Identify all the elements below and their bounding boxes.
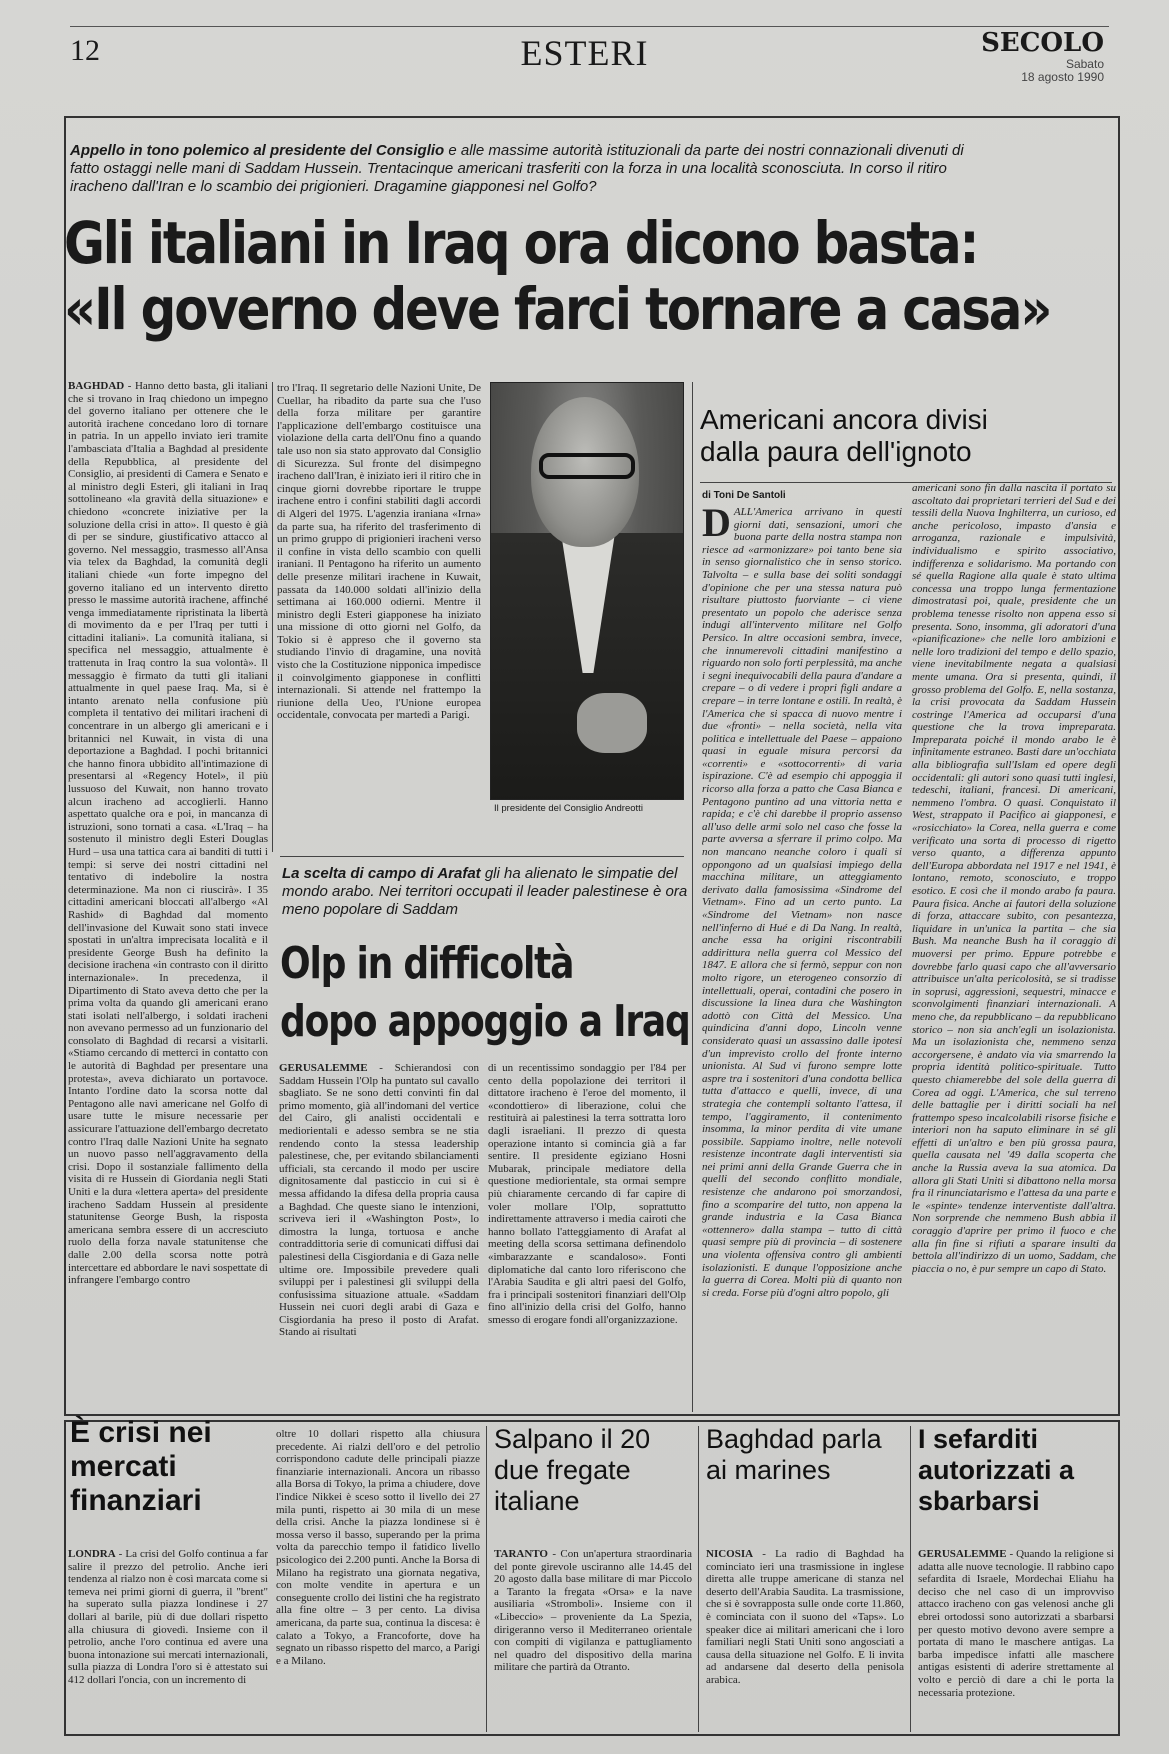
lead-column-1 <box>68 380 268 1410</box>
section-rule <box>280 856 684 857</box>
andreotti-photo <box>490 382 684 800</box>
olp-column-2 <box>488 1062 686 1412</box>
lead-kicker <box>70 142 990 196</box>
olp-kicker-rest: gli ha alienato le simpatie del mondo arabo. Nei territori occupati il leader palestinese è ora meno popolare di Saddam <box>282 865 688 918</box>
brief-2-text: - Con un'apertura straordinaria del ponte girevole usciranno alle 14.45 del 20 agosto dalla base militare di mar Piccolo a Taranto la fregata «Orsa» e la nave ausiliaria «Stromboli». Insieme con il «Libeccio» – proveniente da La Spezia, dirigeranno verso il Mediterraneo orientale con compiti di vigilanza e pattugliamento nel quadro del dispositivo della marina militare che partirà da Otranto. <box>494 1548 692 1674</box>
lead-headline-line2: «Il governo deve farci tornare a casa» <box>64 275 1051 343</box>
americani-column-1 <box>702 506 902 1411</box>
brief-1-text-2: oltre 10 dollari rispetto alla chiusura precedente. Ai rialzi dell'oro e del petrolio corrispondono cadute delle principali piazze finanziarie internazionali. Ancora un ribasso alla Borsa di Tokyo, la prima a chiudere, dove l'indice Nikkei è sceso sotto il livello dei 27 mila punti, rispetto ai 30 mila di un mese della crisi. Anche la piazza londinese si è mossa verso il basso, superando per la prima volta da parecchio tempo il fatidico livello psicologico dei 2.200 punti. Anche la Borsa di Milano ha registrato una giornata negativa, con molte vendite in apertura e un conseguente crollo dei listini che ha registrato alla fine oltre – 3 per cento. La divisa americana, da parte sua, continua la discesa: è calato a Tokyo, a Francoforte, dove ha segnato un ribasso rispetto del marco, a Parigi e a Milano. <box>276 1428 480 1667</box>
brief-1-title: È crisi nei mercati finanziari <box>70 1416 212 1517</box>
olp-headline-line2: dopo appoggio a Iraq <box>280 996 690 1047</box>
photo-glasses <box>539 453 635 479</box>
brief-3-title: Baghdad parla ai marines <box>706 1424 882 1485</box>
americani-column-2 <box>912 482 1116 1412</box>
column-divider <box>698 1426 699 1732</box>
brief-3-column <box>706 1548 904 1732</box>
americani-headline: Americani ancora divisi dalla paura dell'ignoto <box>700 404 988 467</box>
americani-text-2: americani sono fin dalla nascita il portato su ascoltato dai proprietari terrieri del Sud e dei tessili della Nuova Inghilterra, un curioso, ed anche pericoloso, impasto d'ansia e arroganza, razionale e impulsività, individualismo e spirito associativo, indifferenza e solidarismo. Ma portando con sé quella Ragione alla quale è stato ultima concessa una troppo lunga fermentazione dimostratasi poi, quale, presidente che un problema tenesse risolto non appena esso si presenta. Sono, insomma, gli adoratori d'una «pianificazione» che nelle loro ambizioni e nelle loro tradizioni del tempo e dello spazio, viene inevitabilmente negata a qualsiasi mente umana. Ora si presenta, quindi, il grosso problema del Golfo. E, nella sostanza, la crisi provocata da Saddam Hussein costringe l'America ad occuparsi d'una questione che la trova impreparata. Impreparata poiché il mondo arabo le è infinitamente estraneo. Basti dare un'occhiata alla bibliografia sull'Islam ed opere degli occidentali: gli autori sono quasi tutti inglesi, tedeschi, italiani, francesi. Di americani, nemmeno l'ombra. O quasi. Conquistato il West, strappato il Pacifico ai giapponesi, e «rosicchiato» la Corea, nella guerra e come verificato una sorta di processo di rigetto verso quanto, a differenza appunto dell'Europa abbordata nel 1917 e nel 1941, è lontano, remoto, sconosciuto, e troppo esotico. E così che il mondo arabo fa paura. Paura fisica. Anche ai fautori della soluzione di forza, attaccare subito, con pesantezza, liquidare in un'unica la partita – che sia Bush. Ma neanche Bush ha il coraggio di muoversi per primo. Eppure potrebbe e dovrebbe farlo quasi capo che all'avversario attribuisce un'alta pericolosità, se si tradisse in soprusi, aggressioni, sequestri, minacce e sconvolgimenti finanziari internazionali. A meno che, da repubblicano – da repubblicano storico – non sia anch'egli un isolazionista. Ma un isolazionista che, nemmeno senza accorgersene, è andato via via smarrendo la propria identità politico-spirituale. Tutto questo chiamerebbe del sole della guerra di Corea ad oggi. L'America, che sul terreno delle battaglie per i diritti sociali ha nel frattempo speso incalcolabili risorse fisiche e interiori non ha saputo eliminare in sé gli effetti di un'altro e ben più grossa paura, quella causata nel '49 dalla scoperta che anche la Russia aveva la sua atomica. Da allora gli Stati Uniti si dibattono nella morsa fra il rinunciatarismo e l'attesa da una parte e le «spinte» tendenze interventiste dall'altra. Non sorprende che nemmeno Bush abbia il coraggio d'aprire per primo il fuoco e che alla fin fine si rifiuti a sparare insulti da bettola all'indirizzo di un uomo, Saddam, che piaccia o no, è pur sempre un capo di Stato. <box>912 482 1116 1275</box>
olp-text-1: - Schierandosi con Saddam Hussein l'Olp ha puntato sul cavallo sbagliato. Se ne sono detti convinti fin dal primo momento, già all'indomani del vertice del Cairo, gli analisti occidentali e mediorientali e adesso sembra se ne stia rendendo conto la stessa leadership palestinese, che, per evitando sbilanciamenti ufficiali, sta cercando il modo per uscire dignitosamente dal pasticcio in cui si è messa affidando la difesa della propria causa a Baghdad. Che queste siano le intenzioni, scriveva ieri il «Washington Post», lo dimostra la lunga, tortuosa e anche contraddittoria serie di comunicati diffusi dai palestinesi della Cisgiordania e di Gaza nelle ultime ore. Impossibile prevedere quali sviluppi per i palestinesi gli sviluppi della confusissima situazione attuale. «Saddam Hussein nei cuori degli arabi di Gaza e Cisgiordania ha preso il posto di Arafat. Stando ai risultati <box>279 1062 479 1339</box>
olp-dateline: GERUSALEMME <box>279 1062 368 1074</box>
lead-column-2 <box>277 382 481 852</box>
olp-kicker-bold: La scelta di campo di Arafat <box>282 865 481 882</box>
olp-headline-line1: Olp in difficoltà <box>280 938 574 989</box>
brief-1-column-1 <box>68 1548 268 1732</box>
column-divider <box>486 1426 487 1732</box>
brief-4-title: I sefarditi autorizzati a sbarbarsi <box>918 1424 1075 1516</box>
lead-headline <box>64 209 1051 343</box>
olp-text-2: di un recentissimo sondaggio per l'84 per cento della popolazione dei territori il dittatore iracheno è l'eroe del momento, il «condottiero» di liberazione, colui che restituirà ai palestinesi la terra sottratta loro dagli israeliani. Il prezzo di questa operazione intanto si comincia già a far sentire. Il presidente egiziano Hosni Mubarak, principale mediatore della questione mediorientale, sta ormai sempre più chiaramente cercando di far capire di voler mollare l'Olp, soprattutto indirettamente attraverso i media cairoti che hanno bollato l'atteggiamento di Arafat al meeting della scorsa settimana definendolo «imbarazzante e scandaloso». Fonti diplomatiche dal canto loro riferiscono che l'Arabia Saudita e gli altri paesi del Golfo, fra i principali sostenitori finanziari dell'Olp fino all'inizio della crisi del Golfo, hanno smesso di erogare fondi all'organizzazione. <box>488 1062 686 1326</box>
brief-4-text: - Quando la religione si adatta alle nuove tecnologie. Il rabbino capo sefardita di Israele, Mordechai Eliahu ha deciso che nel caso di un improvviso attacco iracheno con gas velenosi anche gli ebrei ortodossi sono autorizzati a sbarbarsi per questo motivo devono avere sempre a portata di mano le maschere antigas. La barba impedisce infatti alle maschere antigas esistenti di aderire strettamente al volto e perciò di dare a chi le porta la necessaria protezione. <box>918 1548 1114 1699</box>
brief-2-column <box>494 1548 692 1732</box>
brief-1-text: - La crisi del Golfo continua a far salire il prezzo del petrolio. Anche ieri tendenza al rialzo non è così marcata come si temeva nei primi giorni di guerra, il "brent" ha superato sulla piazza londinese i 27 dollari al barile, più di due dollari rispetto alla chiusura di giovedì. Insieme con il petrolio, anche l'oro continua ed avere una buona intonazione sui mercati internazionali, sulla piazza di Londra l'oro si è attestato sui 412 dollari l'oncia, con un incremento di <box>68 1548 268 1686</box>
brief-3-dateline: NICOSIA <box>706 1548 754 1560</box>
americani-text-1: ALL'America arrivano in questi giorni dati, sensazioni, umori che buona parte della nostra stampa non riesce ad «armonizzare» poi tanto bene sia in senso giornalistico che in senso storico. Talvolta – e sulla base dei soliti sondaggi d'opinione che per una stessa natura può risultare piuttosto fuorviante – ci viene presentato un popolo che aderisce senza indugi all'intervento militare nel Golfo Persico. In altre occasioni sembra, invece, che innumerevoli cittadini manifestino a riguardo non solo forti perplessità, ma anche i segni inequivocabili della paura d'andare a crepare – o di vedere i propri figli andare a crepare – in terre lontane e ostili. In realtà, è l'America che si spacca di nuovo mentre i due «fronti» – nella società, nella vita politica e intellettuale del Paese – appaiono quasi in eguale misura percorsi da «correnti» e «sottocorrenti» di varia ispirazione. C'è ad esempio chi appoggia il ricorso alla forza a patto che Casa Bianca e Pentagono puntino ad una vittoria netta e rapida; e c'è chi darebbe il proprio assenso all'uso delle armi solo nel caso che fosse la parte avversa a sferrare il primo colpo. Ma non mancano neanche coloro i quali si oppongono ad un qualsiasi impiego della macchina militare, un atteggiamento derivato dalla famosissima «Sindrome del Vietnam». Fino ad un certo punto. La «Sindrome del Vietnam» non nasce nell'inferno di Hué e di Da Nang. In realtà, anche essa ha origini riscontrabili addirittura nella guerra col Messico del 1847. E allora che si fermò, seppur con non molto rigore, un eterogeneo consorzio di intellettuali, operai, contadini che posero in discussione la linea dura che Washington adottò con Città del Messico. Una quindicina d'anni dopo, Lincoln venne considerato quasi un assassino dalle ipotesi d'un imprevisto crollo del fronte interno unionista. Al Sud vi furono sempre lotte aspre tra i sostenitori d'una condotta bellica tutta d'attacco e quelli, invece, di una strategia che contempli soltanto l'attesa, il tempo, l'aggiramento, il contenimento insomma, la minor perdita di vite umane possibile. Sappiamo inoltre, nelle notevoli resistenze incontrate dagli interventisti sia nei primi anni della Grande Guerra che in quelli del secondo conflitto mondiale, resistenze che andarono poi smorzandosi, fino a scomparire del tutto, non appena la grande industria e la Casa Bianca «ottennero» dalla stampa – tutto di città quasi sempre più di provincia – di sostenere una violenta offensiva contro gli ambienti isolazionisti. E dunque l'opposizione anche la guerra di Corea. Molti più di quanto non si creda. Forse più d'ogni altro popolo, gli <box>702 506 902 1299</box>
lead-text-1: - Hanno detto basta, gli italiani che si trovano in Iraq chiedono un impegno del governo italiano per ottenere che le autorità irachene concedano loro di tornare in patria. In un appello inviato ieri tramite l'ambasciata d'Italia a Baghdad al presidente della Repubblica, al presidente del Consiglio, ai presidenti di Camera e Senato e al ministro degli Esteri, gli italiani in Iraq sottolineano «la gravità della situazione» e chiedono «concrete iniziative per la soluzione della crisi in atto». Il questo è già di per se sindure, giustificativo attacco al governo. Nel messaggio, trasmesso all'Ansa via telex da Baghdad, la comunità degli italiani chiede «un forte impegno del governo italiano ed un intervento diretto presso le massime autorità irachene, affinché venga immediatamente ripristinata la libertà di movimento da e per l'Iraq per tutti i cittadini italiani». La comunità italiana, si specifica nel messaggio, attualmente è trattenuta in Iraq contro la sua volontà». Il messaggio è firmato da tutti gli italiani attualmente in quel paese Iraq. Ma, si è intanto arenato nella confusione più completa il tentativo dei militari iracheni di concentrare in un albergo gli americani e i britannici nel Kuwait, in vista di una deportazione a Baghdad. I pochi britannici che hanno finora ubbidito all'intimazione di presentarsi al «Regency Hotel», il più lussuoso del Kuwait, non hanno trovato alcun iracheno ad accoglierli. Hanno aspettato qualche ora e poi, in mancanza di istruzioni, sono tornati a casa. «L'Iraq – ha sostenuto il ministro degli Esteri Douglas Hurd – usa una tattica cara ai banditi di tutti i tempi: si serve dei nostri cittadini nel tentativo di indebolire la nostra determinazione. Ma non ci riuscirà». I 35 cittadini americani bloccati all'albergo «Al Rashid» di Baghdad dal momento dell'invasione del Kuwait sono stati invece spostati in un'altra imprecisata località e il presidente George Bush ha definito la decisione irachena «in contrasto con il diritto internazionale». In precedenza, il Dipartimento di Stato aveva detto che per la prima volta da quando gli americani erano stati isolati nell'albergo, i soldati iracheni non avevano permesso ad un funzionario del consolato di Baghdad di recarsi a visitarli. «Stiamo cercando di metterci in contatto con le autorità di Baghdad per presentare una protesta», aveva dichiarato un portavoce. Intanto l'ordine dato la scorsa notte dal Pentagono alle navi americane nel Golfo di usare tutte le misure necessarie per assicurare l'attuazione dell'embargo decretato contro l'Iraq dalle Nazioni Unite ha segnato un nuovo passo nell'aggravamento della crisi. Dopo il sostanziale fallimento della visita di re Hussein di Giordania negli Stati Uniti e la dura «lettera aperta» del presidente iracheno Saddam Hussein al presidente statunitense George Bush, la risposta americana sembra essere di un accresciuto ruolo della forza navale statunitense che dalle 2.00 della scorsa notte potrà intercettare ed abbordare le navi sospettate di infrangere l'embargo contro <box>68 380 268 1287</box>
photo-hand <box>577 693 647 753</box>
olp-kicker <box>282 865 692 919</box>
masthead <box>981 28 1104 84</box>
dropcap: D <box>702 506 731 545</box>
photo-caption: Il presidente del Consiglio Andreotti <box>494 803 643 814</box>
brief-1-column-2 <box>276 1428 480 1732</box>
brief-3-text: - La radio di Baghdad ha cominciato ieri una trasmissione in inglese diretta alle truppe americane di stanza nel deserto dell'Arabia Saudita. La trasmissione, che si è sovrapposta sulle onde corte 11.860, è cominciata con il suono del «Taps». Lo speaker dice ai militari americani che i loro familiari negli Stati Uniti sono angosciati a causa della situazione nel Golfo. E li invita ad andarsene dal deserto della penisola arabica. <box>706 1548 904 1686</box>
section-title: ESTERI <box>520 33 649 73</box>
lead-kicker-bold: Appello in tono polemico al presidente del Consiglio <box>70 142 445 159</box>
brief-2-title: Salpano il 20 due fregate italiane <box>494 1424 651 1516</box>
lead-dateline: BAGHDAD <box>68 380 125 392</box>
column-divider <box>272 382 273 852</box>
olp-column-1 <box>279 1062 479 1412</box>
page-number: 12 <box>70 34 100 67</box>
brief-2-dateline: TARANTO <box>494 1548 548 1560</box>
lead-headline-line1: Gli italiani in Iraq ora dicono basta: <box>64 209 978 277</box>
issue-day: Sabato <box>1065 57 1104 71</box>
column-divider <box>910 1426 911 1732</box>
olp-headline <box>280 935 690 1051</box>
issue-date: 18 agosto 1990 <box>1021 70 1104 84</box>
brief-4-dateline: GERUSALEMME <box>918 1548 1007 1560</box>
brief-4-column <box>918 1548 1114 1732</box>
newspaper-logo: SECOLO <box>981 28 1104 58</box>
top-rule <box>70 26 1109 27</box>
americani-byline: di Toni De Santoli <box>702 490 786 501</box>
column-divider <box>692 382 693 1412</box>
lead-text-2: tro l'Iraq. Il segretario delle Nazioni Unite, De Cuellar, ha ribadito da parte sua che l'uso della forza militare per garantire l'applicazione dell'embargo costituisce una violazione della carta dell'Onu fino a quando tale uso non sia stato approvato dal Consiglio di Sicurezza. Sul fronte del disimpegno iracheno dall'Iran, è iniziato ieri il ritiro che in cinque giorni dovrebbe riportare le truppe irachene entro i confini stabiliti dagli accordi di Algeri del 1975. L'agenzia iraniana «Irna» da parte sua, ha riferito del trasferimento di un primo gruppo di prigionieri iracheni verso il confine in vista dello scambio con quelli iraniani. Il Pentagono ha riferito un aumento delle presenze militari irachene in Kuwait, passata da 140.000 soldati all'inizio della settimana ai 160.000 odierni. Mentre il ministro degli Esteri giapponese ha iniziato una missione di otto giorni nel Golfo, da Tokio si è appreso che il governo sta studiando l'invio di dragamine, una novità visto che la Costituzione nipponica impedisce il coinvolgimento giapponese in conflitti internazionali. Si attende nel frattempo la riunione della Ueo, l'Unione europea occidentale, convocata per martedì a Parigi. <box>277 382 481 722</box>
brief-1-dateline: LONDRA <box>68 1548 116 1560</box>
lead-kicker-rest: e alle massime autorità istituzionali da parte dei nostri connazionali divenuti di fatto ostaggi nelle mani di Saddam Hussein. Trentacinque americani trasferiti con la forza in una località sconosciuta. In corso il ritiro iracheno dall'Iran e lo scambio dei prigionieri. Dragamine giapponesi nel Golfo? <box>70 142 964 195</box>
